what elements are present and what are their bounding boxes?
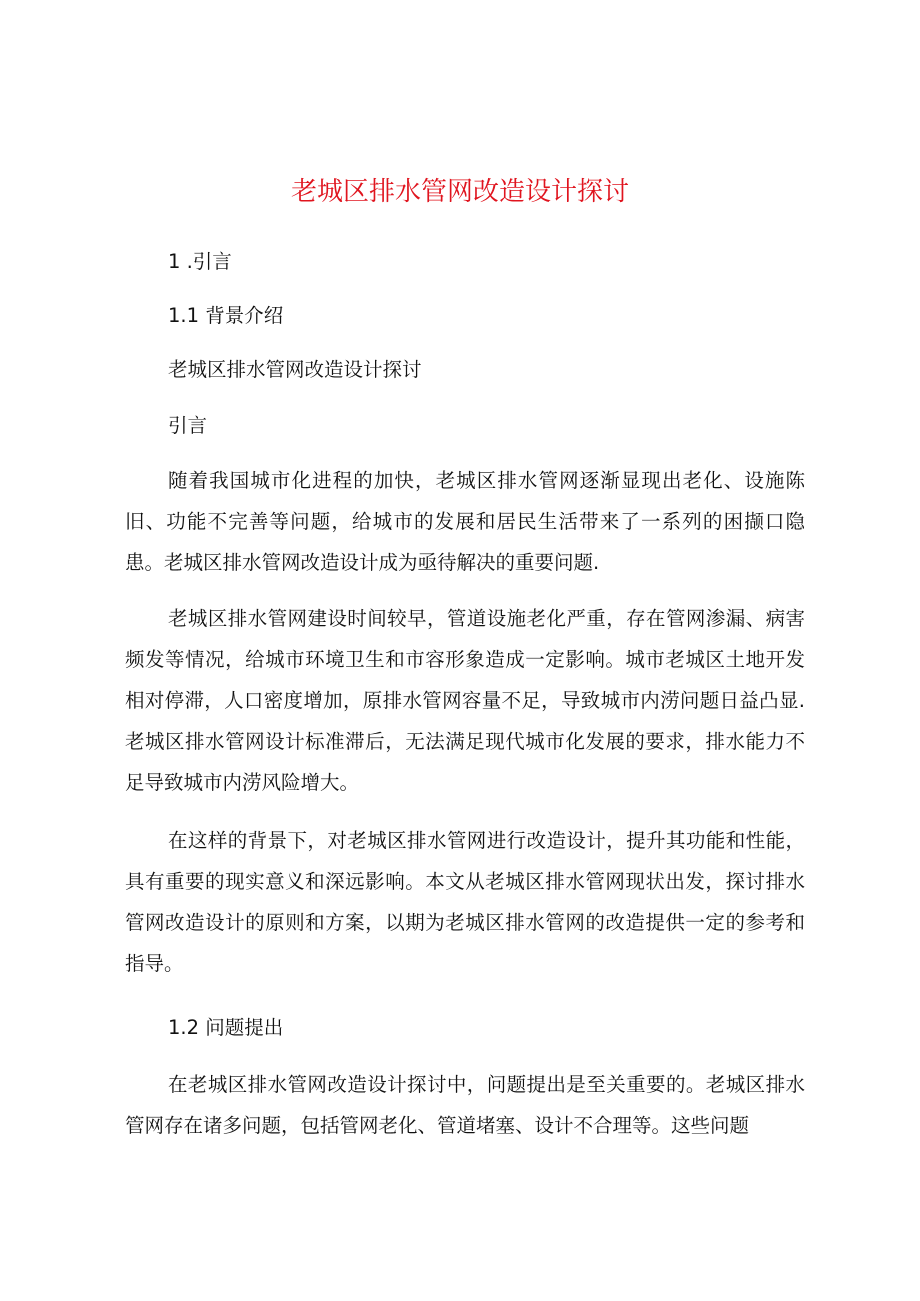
section-heading-1: 1 .引言 <box>168 250 232 273</box>
paragraph-4: 在老城区排水管网改造设计探讨中，问题提出是至关重要的。老城区排水管网存在诸多问题，包括管网老化、管道堵塞、设计不合理等。这些问题 <box>125 1073 805 1137</box>
intro-label: 引言 <box>168 414 208 437</box>
section-heading-1-1: 1.1 背景介绍 <box>168 304 284 327</box>
paragraph-3: 在这样的背景下，对老城区排水管网进行改造设计，提升其功能和性能，具有重要的现实意义和深远影响。本文从老城区排水管网现状出发，探讨排水管网改造设计的原则和方案，以期为老城区排水管网的改造提供一定的参考和指导。 <box>125 829 805 975</box>
document-title: 老城区排水管网改造设计探讨 <box>290 177 629 207</box>
repeated-title: 老城区排水管网改造设计探讨 <box>168 358 422 381</box>
section-heading-1-2: 1.2 问题提出 <box>168 1016 284 1039</box>
paragraph-2: 老城区排水管网建设时间较早，管道设施老化严重，存在管网渗漏、病害频发等情况，给城市环境卫生和市容形象造成一定影响。城市老城区土地开发相对停滞，人口密度增加，原排水管网容量不足，导致城市内涝问题日益凸显.老城区排水管网设计标准滞后，无法满足现代城市化发展的要求，排水能力不足导致城市内涝风险增大。 <box>125 607 805 794</box>
paragraph-1: 随着我国城市化进程的加快，老城区排水管网逐渐显现出老化、设施陈旧、功能不完善等问题，给城市的发展和居民生活带来了一系列的困撷口隐患。老城区排水管网改造设计成为亟待解决的重要问题. <box>125 469 805 574</box>
